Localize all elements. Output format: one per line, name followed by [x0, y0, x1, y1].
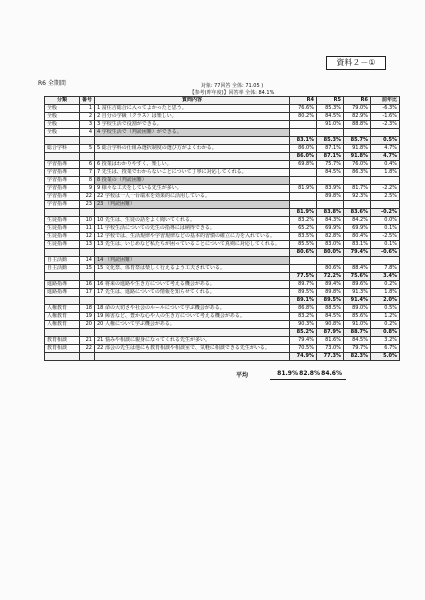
- subtotal-row: [45, 329, 400, 337]
- cell-r6: 84.5%: [344, 337, 371, 345]
- cell-number: 8: [80, 177, 95, 185]
- cell-r6: 84.2%: [344, 217, 371, 225]
- header-cat: 分類: [45, 97, 80, 105]
- cell-r6: 82.9%: [344, 113, 371, 121]
- cell-category: 全般: [45, 121, 80, 129]
- cell-delta: 0.5%: [371, 137, 400, 145]
- cell-delta: 2.0%: [371, 297, 400, 305]
- cell-r6: 83.6%: [344, 209, 371, 217]
- subtotal-blank: [80, 137, 95, 145]
- subtotal-blank: [80, 273, 95, 281]
- cell-number: 13: [80, 241, 95, 249]
- table-row: [45, 289, 400, 297]
- cell-r5: [317, 201, 344, 209]
- table-row: [45, 145, 400, 153]
- cell-r6: [344, 129, 371, 137]
- table-row: [45, 257, 400, 265]
- subtotal-row: [45, 153, 400, 161]
- cell-r4: 85.5%: [290, 241, 317, 249]
- cell-delta: -1.6%: [371, 113, 400, 121]
- subtotal-row: [45, 249, 400, 257]
- cell-r6: 79.4%: [344, 249, 371, 257]
- cell-number: 3: [80, 121, 95, 129]
- cell-r4: [290, 121, 317, 129]
- subtotal-blank: [95, 137, 290, 145]
- cell-category: 人権教育: [45, 305, 80, 313]
- cell-category: 生徒指導: [45, 225, 80, 233]
- cell-question: 8 授業の（判読困難）: [95, 177, 290, 185]
- cell-number: 10: [80, 217, 95, 225]
- subtotal-blank: [95, 353, 290, 361]
- cell-number: 2: [80, 113, 95, 121]
- cell-r5: 89.8%: [317, 193, 344, 201]
- cell-number: 5: [80, 145, 95, 153]
- cell-number: 23: [80, 201, 95, 209]
- document-label: 資料２－①: [326, 56, 386, 70]
- cell-r5: 85.3%: [317, 105, 344, 113]
- cell-r6: 91.4%: [344, 297, 371, 305]
- cell-r5: 90.8%: [317, 321, 344, 329]
- cell-delta: 0.8%: [371, 329, 400, 337]
- table-row: [45, 185, 400, 193]
- cell-category: 進路指導: [45, 289, 80, 297]
- cell-r5: 87.9%: [317, 329, 344, 337]
- cell-category: 総合学科: [45, 145, 80, 153]
- cell-delta: 4.7%: [371, 145, 400, 153]
- cell-r4: [290, 201, 317, 209]
- cell-r5: [317, 257, 344, 265]
- cell-r6: 89.6%: [344, 281, 371, 289]
- header-r5: R5: [317, 97, 344, 105]
- cell-category: 自主活動: [45, 265, 80, 273]
- cell-delta: 6.7%: [371, 345, 400, 353]
- header-q: 質問内容: [95, 97, 290, 105]
- cell-category: 全般: [45, 129, 80, 137]
- cell-r5: 89.4%: [317, 281, 344, 289]
- subtotal-blank: [45, 209, 80, 217]
- header-no: 番号: [80, 97, 95, 105]
- table-row: [45, 337, 400, 345]
- cell-r6: 91.3%: [344, 289, 371, 297]
- cell-r5: 89.8%: [317, 289, 344, 297]
- cell-delta: -0.6%: [371, 249, 400, 257]
- cell-r5: 77.3%: [317, 353, 344, 361]
- cell-question: 20 人権について学ぶ機会がある。: [95, 321, 290, 329]
- cell-question: 13 先生は、いじめなど私たちが困っていることについて真剣に対応してくれる。: [95, 241, 290, 249]
- cell-r5: 80.0%: [317, 249, 344, 257]
- cell-delta: 0.2%: [371, 281, 400, 289]
- cell-number: 9: [80, 185, 95, 193]
- cell-r4: 69.8%: [290, 161, 317, 169]
- subtotal-blank: [95, 153, 290, 161]
- cell-r6: 91.8%: [344, 145, 371, 153]
- cell-delta: -2.5%: [371, 233, 400, 241]
- subtotal-blank: [80, 297, 95, 305]
- subtotal-blank: [80, 353, 95, 361]
- cell-question: 7 先生は、授業でわからないことについて丁寧に対応してくれる。: [95, 169, 290, 177]
- cell-number: 16: [80, 281, 95, 289]
- subtotal-row: [45, 209, 400, 217]
- subtotal-blank: [95, 297, 290, 305]
- cell-delta: -0.2%: [371, 209, 400, 217]
- cell-r5: 83.9%: [317, 185, 344, 193]
- subtotal-row: [45, 137, 400, 145]
- cell-r6: 82.3%: [344, 353, 371, 361]
- cell-category: 学習指導: [45, 201, 80, 209]
- subtotal-blank: [95, 329, 290, 337]
- cell-r5: 81.6%: [317, 337, 344, 345]
- cell-category: 自主活動: [45, 257, 80, 265]
- cell-question: 5 総合学科の仕組み選択制度の選び方がよくわかる。: [95, 145, 290, 153]
- cell-r4: 89.7%: [290, 281, 317, 289]
- cell-delta: -2.3%: [371, 121, 400, 129]
- cell-delta: [371, 257, 400, 265]
- subtotal-blank: [80, 153, 95, 161]
- cell-category: 教育相談: [45, 337, 80, 345]
- cell-question: 18 命の大切さや社会のルールについて学ぶ機会がある。: [95, 305, 290, 313]
- cell-r4: 74.9%: [290, 353, 317, 361]
- average-underline: [270, 379, 346, 380]
- cell-delta: 1.8%: [371, 289, 400, 297]
- table-row: [45, 281, 400, 289]
- table-row: [45, 129, 400, 137]
- subtotal-blank: [80, 249, 95, 257]
- table-row: [45, 169, 400, 177]
- cell-delta: -6.3%: [371, 105, 400, 113]
- cell-r4: 89.1%: [290, 297, 317, 305]
- cell-delta: 0.2%: [371, 321, 400, 329]
- table-row: [45, 201, 400, 209]
- cell-r5: 84.5%: [317, 113, 344, 121]
- cell-delta: [371, 129, 400, 137]
- subtotal-blank: [95, 249, 290, 257]
- cell-number: 4: [80, 129, 95, 137]
- subtotal-row: [45, 353, 400, 361]
- cell-r5: [317, 129, 344, 137]
- subtotal-blank: [45, 273, 80, 281]
- cell-r4: [290, 257, 317, 265]
- cell-delta: 3.2%: [371, 337, 400, 345]
- cell-r6: 85.7%: [344, 137, 371, 145]
- cell-category: 学習指導: [45, 193, 80, 201]
- cell-r5: 73.0%: [317, 345, 344, 353]
- table-row: [45, 225, 400, 233]
- cell-delta: 1.2%: [371, 313, 400, 321]
- cell-category: 全般: [45, 113, 80, 121]
- table-row: [45, 313, 400, 321]
- average-r5: 82.8%: [299, 370, 320, 377]
- period-label: R6 全期間: [38, 80, 66, 87]
- subtotal-row: [45, 273, 400, 281]
- results-table: [44, 96, 400, 361]
- cell-question: 11 学校生活についての先生の指導には納得できる。: [95, 225, 290, 233]
- cell-r5: 87.1%: [317, 145, 344, 153]
- cell-question: 10 先生は、生徒の話をよく聞いてくれる。: [95, 217, 290, 225]
- cell-number: 22: [80, 193, 95, 201]
- cell-r4: 80.2%: [290, 113, 317, 121]
- cell-r5: 85.3%: [317, 137, 344, 145]
- table-row: [45, 241, 400, 249]
- cell-delta: 0.0%: [371, 217, 400, 225]
- survey-line-2: 【参考(昨年度)】回答率 全体: 84.1%: [189, 90, 275, 96]
- cell-delta: 7.8%: [371, 265, 400, 273]
- cell-r4: 80.6%: [290, 249, 317, 257]
- cell-r4: [290, 193, 317, 201]
- cell-number: 12: [80, 233, 95, 241]
- subtotal-blank: [45, 153, 80, 161]
- cell-r4: 86.8%: [290, 305, 317, 313]
- cell-r5: 88.5%: [317, 305, 344, 313]
- cell-question: 1 富住吉総合に入ってよかったと思う。: [95, 105, 290, 113]
- cell-r6: 79.7%: [344, 345, 371, 353]
- cell-r6: 85.6%: [344, 313, 371, 321]
- cell-delta: -2.2%: [371, 185, 400, 193]
- cell-r4: 83.1%: [290, 137, 317, 145]
- table-row: [45, 105, 400, 113]
- cell-r6: 89.0%: [344, 305, 371, 313]
- cell-r4: 86.0%: [290, 145, 317, 153]
- cell-r4: 89.5%: [290, 289, 317, 297]
- cell-delta: 0.5%: [371, 305, 400, 313]
- cell-r6: 80.4%: [344, 233, 371, 241]
- subtotal-blank: [80, 209, 95, 217]
- cell-r5: 83.8%: [317, 209, 344, 217]
- table-row: [45, 265, 400, 273]
- cell-r6: 83.1%: [344, 241, 371, 249]
- cell-question: 16 将来の進路や生き方について考える機会がある。: [95, 281, 290, 289]
- cell-r6: 79.0%: [344, 105, 371, 113]
- cell-category: 生徒指導: [45, 241, 80, 249]
- subtotal-blank: [45, 137, 80, 145]
- table-row: [45, 177, 400, 185]
- cell-r5: 84.5%: [317, 169, 344, 177]
- cell-r4: 83.5%: [290, 233, 317, 241]
- cell-category: 生徒指導: [45, 233, 80, 241]
- cell-r6: 91.8%: [344, 153, 371, 161]
- table-row: [45, 113, 400, 121]
- cell-r6: 88.8%: [344, 121, 371, 129]
- cell-r6: [344, 257, 371, 265]
- cell-question: 3 学校生活で役割ができる。: [95, 121, 290, 129]
- cell-r4: 76.6%: [290, 105, 317, 113]
- header-r6: R6: [344, 97, 371, 105]
- cell-category: 進路指導: [45, 281, 80, 289]
- cell-category: 生徒指導: [45, 217, 80, 225]
- cell-r6: 86.3%: [344, 169, 371, 177]
- cell-r5: 82.8%: [317, 233, 344, 241]
- subtotal-blank: [45, 353, 80, 361]
- cell-r6: 76.0%: [344, 161, 371, 169]
- cell-delta: [371, 177, 400, 185]
- cell-r6: 88.7%: [344, 329, 371, 337]
- cell-r4: [290, 177, 317, 185]
- survey-line-1: 対象: 77回答 全体: 71.05 ): [200, 83, 264, 89]
- cell-r5: 75.7%: [317, 161, 344, 169]
- cell-delta: [371, 201, 400, 209]
- cell-number: 7: [80, 169, 95, 177]
- cell-delta: 0.1%: [371, 225, 400, 233]
- subtotal-blank: [45, 329, 80, 337]
- cell-question: 15 文化祭、体育祭は楽しく行えるよう工夫されている。: [95, 265, 290, 273]
- cell-number: 20: [80, 321, 95, 329]
- cell-number: 14: [80, 257, 95, 265]
- cell-question: 9 様々な工夫をしている先生が多い。: [95, 185, 290, 193]
- cell-question: 17 先生は、進路についての情報を知らせてくれる。: [95, 289, 290, 297]
- table-row: [45, 217, 400, 225]
- cell-category: 学習指導: [45, 185, 80, 193]
- cell-question: 12 学校では、生活規律や学習規律などの基本的習慣の確立に力を入れている。: [95, 233, 290, 241]
- cell-question: 19 障害など、豊かな心や人の生き方について考える機会がある。: [95, 313, 290, 321]
- cell-r4: 70.5%: [290, 345, 317, 353]
- cell-number: 11: [80, 225, 95, 233]
- cell-category: 人権教育: [45, 321, 80, 329]
- subtotal-blank: [80, 329, 95, 337]
- cell-r4: 79.4%: [290, 337, 317, 345]
- cell-delta: 0.1%: [371, 241, 400, 249]
- average-r4: 81.9%: [277, 370, 298, 377]
- cell-number: 22: [80, 345, 95, 353]
- average-label: 平均: [236, 372, 249, 379]
- cell-delta: 3.4%: [371, 273, 400, 281]
- cell-r4: 83.2%: [290, 217, 317, 225]
- cell-r5: 84.3%: [317, 217, 344, 225]
- cell-r4: 77.5%: [290, 273, 317, 281]
- cell-r4: 81.9%: [290, 209, 317, 217]
- table-body: [45, 105, 400, 361]
- cell-r5: 80.6%: [317, 265, 344, 273]
- cell-delta: 0.4%: [371, 161, 400, 169]
- average-footer: [44, 370, 386, 382]
- subtotal-blank: [45, 297, 80, 305]
- cell-r5: 91.0%: [317, 121, 344, 129]
- average-r6: 84.6%: [321, 370, 342, 377]
- cell-category: 学習指導: [45, 177, 80, 185]
- table-row: [45, 321, 400, 329]
- cell-r5: 69.9%: [317, 225, 344, 233]
- subtotal-row: [45, 297, 400, 305]
- cell-r5: 89.5%: [317, 297, 344, 305]
- table-row: [45, 233, 400, 241]
- table-row: [45, 121, 400, 129]
- cell-r4: 85.2%: [290, 329, 317, 337]
- cell-delta: 4.7%: [371, 153, 400, 161]
- cell-question: 23 （判読困難）: [95, 201, 290, 209]
- cell-category: 学習指導: [45, 161, 80, 169]
- cell-r6: 91.0%: [344, 321, 371, 329]
- cell-category: 学習指導: [45, 169, 80, 177]
- cell-question: 21 悩みや相談に親身になってくれる先生が多い。: [95, 337, 290, 345]
- cell-r5: 72.2%: [317, 273, 344, 281]
- cell-category: 人権教育: [45, 313, 80, 321]
- cell-r4: 81.9%: [290, 185, 317, 193]
- cell-category: 全般: [45, 105, 80, 113]
- cell-number: 6: [80, 161, 95, 169]
- cell-r4: 86.0%: [290, 153, 317, 161]
- subtotal-blank: [95, 209, 290, 217]
- subtotal-blank: [95, 273, 290, 281]
- cell-number: 1: [80, 105, 95, 113]
- cell-question: 2 自分の学級（クラス）は楽しい。: [95, 113, 290, 121]
- cell-question: 22 学校は一人一台端末を効果的に活用している。: [95, 193, 290, 201]
- cell-number: 17: [80, 289, 95, 297]
- table-header-row: [45, 97, 400, 105]
- cell-r6: 88.4%: [344, 265, 371, 273]
- cell-r4: [290, 169, 317, 177]
- cell-number: 18: [80, 305, 95, 313]
- cell-r5: [317, 177, 344, 185]
- cell-r6: [344, 177, 371, 185]
- cell-r5: 87.1%: [317, 153, 344, 161]
- table-row: [45, 193, 400, 201]
- subtotal-blank: [45, 249, 80, 257]
- table-row: [45, 305, 400, 313]
- cell-r4: 90.3%: [290, 321, 317, 329]
- cell-r4: [290, 265, 317, 273]
- cell-category: 教育相談: [45, 345, 80, 353]
- cell-r5: 84.5%: [317, 313, 344, 321]
- cell-number: 21: [80, 337, 95, 345]
- header-delta: 前年比: [371, 97, 400, 105]
- table-row: [45, 345, 400, 353]
- cell-question: 22 部会の先生は他にも教育相談や相談室で、気軽に相談できる先生がいる。: [95, 345, 290, 353]
- cell-question: 14 （判読困難）: [95, 257, 290, 265]
- cell-delta: 5.0%: [371, 353, 400, 361]
- cell-r6: 92.3%: [344, 193, 371, 201]
- cell-delta: 2.5%: [371, 193, 400, 201]
- cell-question: 4 学校生活で（判読困難）ができる。: [95, 129, 290, 137]
- cell-r6: 81.7%: [344, 185, 371, 193]
- cell-r6: 75.6%: [344, 273, 371, 281]
- cell-delta: 1.8%: [371, 169, 400, 177]
- cell-r6: 69.9%: [344, 225, 371, 233]
- table-row: [45, 161, 400, 169]
- cell-number: 15: [80, 265, 95, 273]
- cell-r4: [290, 129, 317, 137]
- header-r4: R4: [290, 97, 317, 105]
- cell-r4: 65.2%: [290, 225, 317, 233]
- cell-question: 6 授業はわかりやすく、楽しい。: [95, 161, 290, 169]
- cell-r5: 83.0%: [317, 241, 344, 249]
- cell-r6: [344, 201, 371, 209]
- cell-number: 19: [80, 313, 95, 321]
- cell-r4: 83.2%: [290, 313, 317, 321]
